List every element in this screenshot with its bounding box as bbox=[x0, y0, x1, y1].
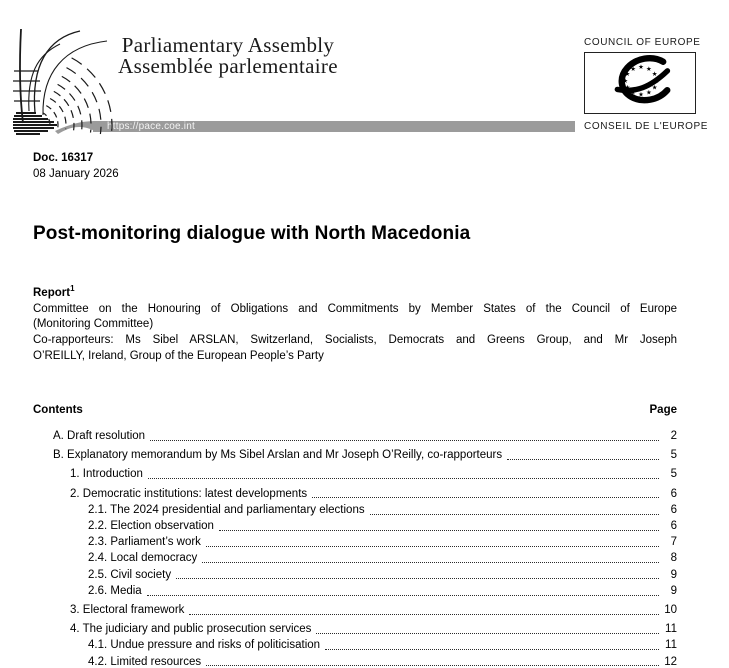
org-name-en: Parliamentary Assembly bbox=[121, 33, 335, 57]
toc-page-number: 11 bbox=[665, 623, 677, 636]
dotted-leader bbox=[147, 583, 659, 596]
coe-label-en: COUNCIL OF EUROPE bbox=[584, 37, 701, 48]
toc-entry-label: 2.3. Parliament’s work bbox=[88, 536, 201, 549]
org-names bbox=[88, 35, 368, 77]
toc-page-number: 6 bbox=[670, 503, 677, 516]
coe-stars-emblem-icon bbox=[585, 53, 695, 113]
svg-text:★: ★ bbox=[638, 63, 644, 72]
committee-line: Committee on the Honouring of Obligations and Commitments by Member States of the Council of Europe bbox=[33, 302, 677, 315]
svg-text:★: ★ bbox=[622, 76, 629, 85]
toc-entry[interactable] bbox=[33, 518, 677, 534]
doc-number: Doc. 16317 bbox=[33, 152, 94, 164]
toc-entry[interactable] bbox=[33, 502, 677, 518]
contents-header bbox=[33, 404, 677, 416]
toc-entry[interactable] bbox=[33, 621, 677, 637]
report-block bbox=[33, 281, 677, 364]
doc-date: 08 January 2026 bbox=[33, 167, 119, 180]
committee-paragraph bbox=[33, 302, 677, 333]
toc-page-number: 9 bbox=[670, 584, 677, 597]
svg-text:★: ★ bbox=[651, 69, 658, 78]
toc-entry-label: 4. The judiciary and public prosecution services bbox=[70, 623, 312, 636]
toc-entry[interactable] bbox=[33, 486, 677, 502]
dotted-leader bbox=[325, 637, 659, 650]
toc-entry[interactable] bbox=[33, 447, 677, 463]
dotted-leader bbox=[219, 518, 659, 531]
toc-entry[interactable] bbox=[33, 654, 677, 668]
toc-entry[interactable] bbox=[33, 602, 677, 618]
dotted-leader bbox=[150, 428, 659, 441]
header-url-bar bbox=[93, 121, 575, 132]
dotted-leader bbox=[206, 534, 659, 547]
toc-entry[interactable] bbox=[33, 550, 677, 566]
dotted-leader bbox=[206, 654, 659, 667]
dotted-leader bbox=[312, 486, 659, 499]
svg-text:★: ★ bbox=[651, 83, 658, 92]
table-of-contents bbox=[33, 425, 677, 668]
toc-entry-label: 2.5. Civil society bbox=[88, 568, 172, 581]
toc-entry-label: 2.2. Election observation bbox=[88, 520, 214, 533]
toc-entry-label: 2.4. Local democracy bbox=[88, 552, 198, 565]
toc-entry-label: A. Draft resolution bbox=[53, 430, 146, 442]
org-name-fr: Assemblée parlementaire bbox=[118, 54, 338, 78]
toc-entry-label: 2.6. Media bbox=[88, 584, 142, 597]
toc-entry-label: 4.2. Limited resources bbox=[88, 655, 202, 668]
svg-text:★: ★ bbox=[645, 64, 652, 73]
dotted-leader bbox=[176, 567, 659, 580]
svg-text:★: ★ bbox=[653, 76, 660, 85]
svg-text:★: ★ bbox=[630, 88, 636, 97]
pace-url-link[interactable]: https://pace.coe.int bbox=[107, 121, 195, 132]
toc-page-number: 2 bbox=[670, 430, 677, 442]
toc-page-number: 5 bbox=[670, 468, 677, 481]
dotted-leader bbox=[370, 502, 659, 515]
toc-entry-label: B. Explanatory memorandum by Ms Sibel Arslan and Mr Joseph O’Reilly, co-rapporteurs bbox=[53, 449, 503, 462]
committee-line: (Monitoring Committee) bbox=[33, 318, 154, 331]
coe-logo-block bbox=[584, 37, 709, 133]
toc-page-number: 6 bbox=[670, 487, 677, 500]
toc-entry[interactable] bbox=[33, 637, 677, 653]
toc-entry[interactable] bbox=[33, 428, 677, 444]
rapporteur-line: O’REILLY, Ireland, Group of the European People’s Party bbox=[33, 349, 324, 362]
svg-text:★: ★ bbox=[624, 69, 631, 78]
toc-entry-label: 3. Electoral framework bbox=[70, 604, 185, 617]
report-label-text: Report bbox=[33, 286, 71, 299]
toc-entry[interactable] bbox=[33, 567, 677, 583]
svg-text:★: ★ bbox=[630, 64, 636, 73]
svg-text:★: ★ bbox=[624, 83, 631, 92]
dotted-leader bbox=[148, 466, 659, 479]
coe-label-fr: CONSEIL DE L'EUROPE bbox=[584, 121, 709, 132]
toc-entry-label: 4.1. Undue pressure and risks of politicisation bbox=[88, 639, 321, 652]
page-heading: Page bbox=[649, 404, 677, 416]
dotted-leader bbox=[507, 447, 659, 460]
toc-page-number: 12 bbox=[664, 655, 677, 668]
contents-heading: Contents bbox=[33, 404, 83, 416]
rapporteur-paragraph bbox=[33, 333, 677, 364]
toc-page-number: 7 bbox=[670, 536, 677, 549]
dotted-leader bbox=[189, 602, 659, 615]
toc-page-number: 5 bbox=[670, 449, 677, 462]
svg-text:★: ★ bbox=[638, 90, 644, 99]
toc-entry[interactable] bbox=[33, 534, 677, 550]
toc-entry-label: 2. Democratic institutions: latest developments bbox=[70, 487, 308, 500]
coe-emblem-box bbox=[584, 52, 696, 114]
toc-entry[interactable] bbox=[33, 466, 677, 482]
dotted-leader bbox=[202, 550, 659, 563]
toc-page-number: 10 bbox=[664, 604, 677, 617]
doc-meta bbox=[33, 151, 119, 182]
toc-page-number: 11 bbox=[665, 639, 677, 652]
toc-entry-label: 2.1. The 2024 presidential and parliamentary elections bbox=[88, 503, 365, 516]
toc-page-number: 6 bbox=[670, 520, 677, 533]
toc-page-number: 8 bbox=[670, 552, 677, 565]
rapporteur-line: Co-rapporteurs: Ms Sibel ARSLAN, Switzerland, Socialists, Democrats and Greens Group, and Mr Joseph bbox=[33, 333, 677, 346]
footnote-ref[interactable]: 1 bbox=[70, 284, 75, 293]
toc-page-number: 9 bbox=[670, 568, 677, 581]
svg-text:★: ★ bbox=[645, 88, 652, 97]
report-label bbox=[33, 281, 677, 302]
toc-entry-label: 1. Introduction bbox=[70, 468, 143, 481]
dotted-leader bbox=[316, 621, 659, 634]
document-title: Post-monitoring dialogue with North Macedonia bbox=[33, 223, 471, 244]
toc-entry[interactable] bbox=[33, 583, 677, 599]
